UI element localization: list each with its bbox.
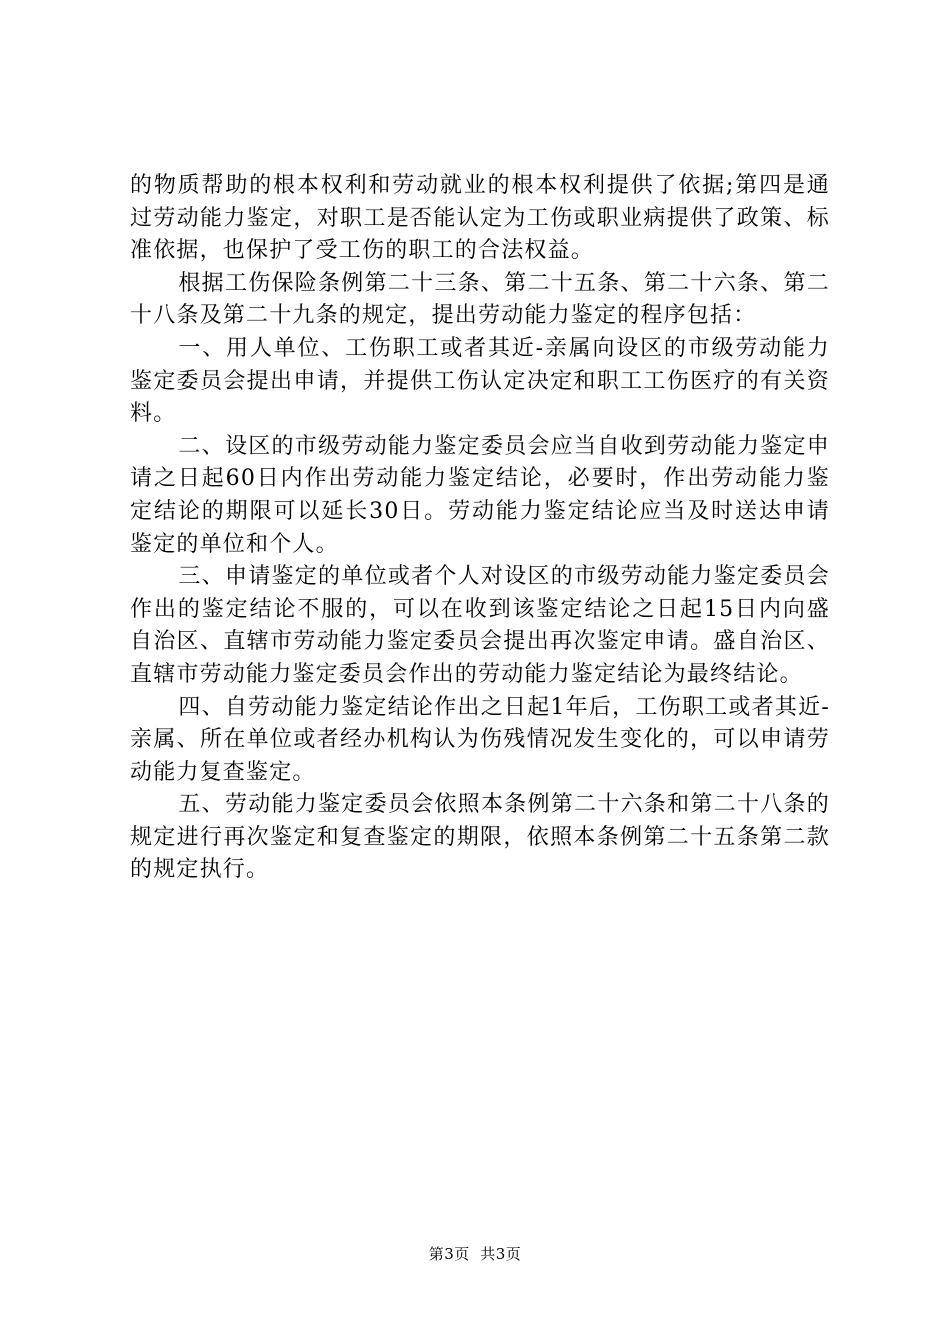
paragraph-step-5: 五、劳动能力鉴定委员会依照本条例第二十六条和第二十八条的规定进行再次鉴定和复查鉴定的期限，依照本条例第二十五条第二款的规定执行。 <box>130 792 830 883</box>
paragraph-step-3: 三、申请鉴定的单位或者个人对设区的市级劳动能力鉴定委员会作出的鉴定结论不服的，可以在收到该鉴定结论之日起15日内向盛自治区、直辖市劳动能力鉴定委员会提出再次鉴定申请。盛自治区、直辖市劳动能力鉴定委员会作出的劳动能力鉴定结论为最终结论。 <box>130 564 830 687</box>
document-body <box>130 170 830 887</box>
paragraph-step-4: 四、自劳动能力鉴定结论作出之日起1年后，工伤职工或者其近-亲属、所在单位或者经办机构认为伤残情况发生变化的，可以申请劳动能力复查鉴定。 <box>130 694 830 785</box>
paragraph-intro: 根据工伤保险条例第二十三条、第二十五条、第二十六条、第二十八条及第二十九条的规定，提出劳动能力鉴定的程序包括： <box>130 270 830 329</box>
paragraph-continuation: 的物质帮助的根本权利和劳动就业的根本权利提供了依据;第四是通过劳动能力鉴定，对职工是否能认定为工伤或职业病提供了政策、标准依据，也保护了受工伤的职工的合法权益。 <box>130 173 830 264</box>
page-footer <box>0 1243 950 1264</box>
page-number-label: 第3页 共3页 <box>428 1245 522 1263</box>
paragraph-step-1: 一、用人单位、工伤职工或者其近-亲属向设区的市级劳动能力鉴定委员会提出申请，并提供工伤认定决定和职工工伤医疗的有关资料。 <box>130 335 830 427</box>
paragraph-step-2: 二、设区的市级劳动能力鉴定委员会应当自收到劳动能力鉴定申请之日起60日内作出劳动能力鉴定结论，必要时，作出劳动能力鉴定结论的期限可以延长30日。劳动能力鉴定结论应当及时送达申请鉴定的单位和个人。 <box>130 433 830 557</box>
